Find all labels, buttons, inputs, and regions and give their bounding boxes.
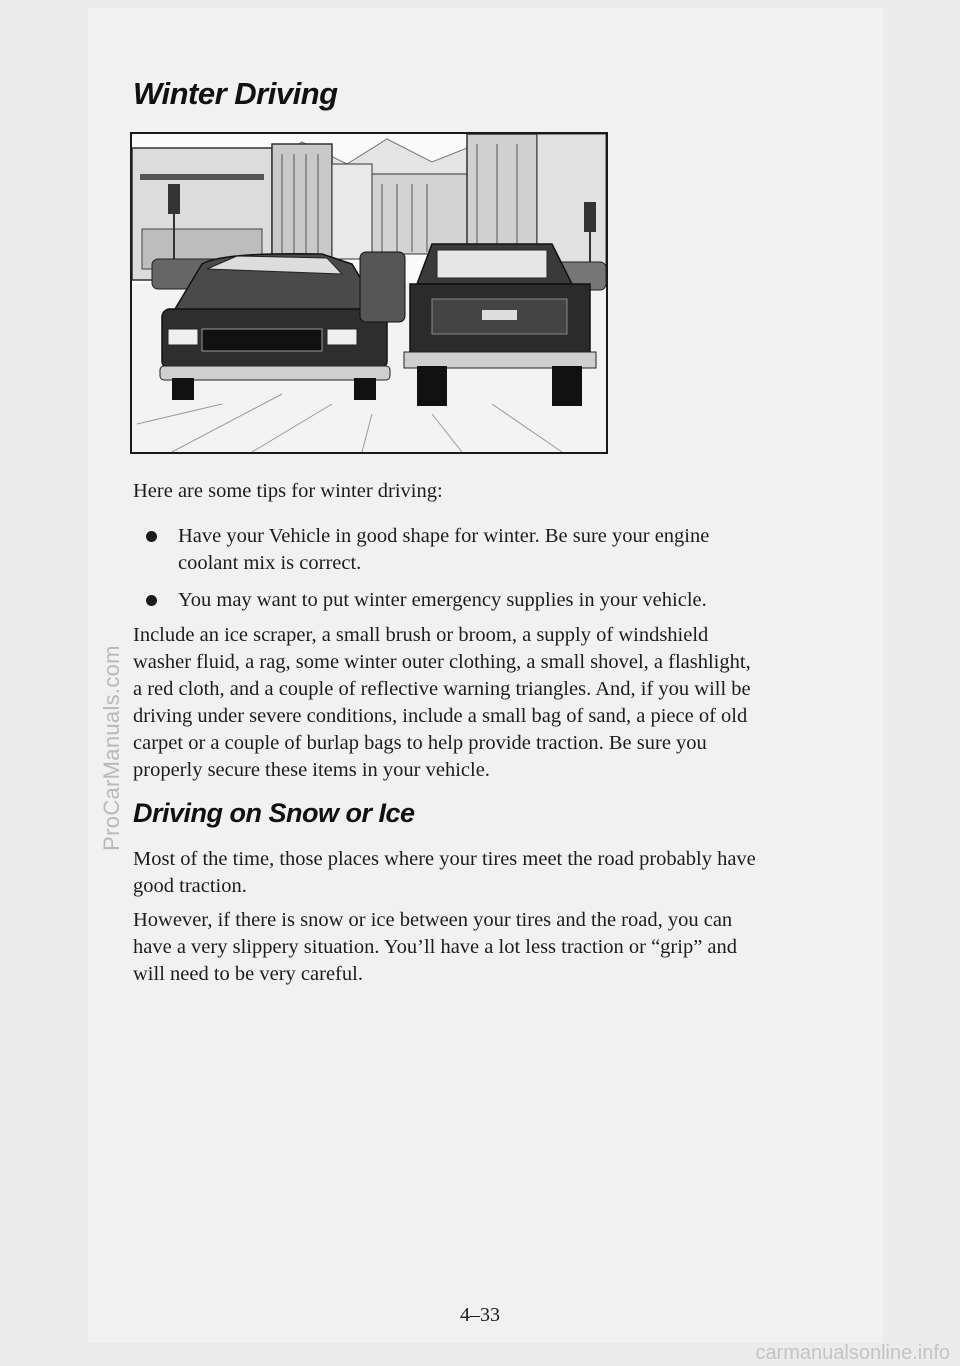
winter-street-scene-icon [132,134,606,452]
bullet-icon [146,531,157,542]
page-number: 4–33 [460,1304,500,1326]
paragraph-line: have a very slippery situation. You’ll have a lot less traction or “grip” and [133,936,738,958]
paragraph-line: a red cloth, and a couple of reflective warning triangles. And, if you will be [133,678,751,700]
paragraph-line: washer fluid, a rag, some winter outer clothing, a small shovel, a flashlight, [133,651,751,673]
bullet-icon [146,595,157,606]
paragraph-line: properly secure these items in your vehicle. [133,759,490,781]
bullet-item-vehicle-shape [178,523,838,577]
paragraph-line: carpet or a couple of burlap bags to help provide traction. Be sure you [133,732,707,754]
bullet-line: coolant mix is correct. [178,552,362,574]
paragraph-line: However, if there is snow or ice between your tires and the road, you can [133,909,733,931]
paragraph-line: good traction. [133,875,247,897]
paragraph-line: driving under severe conditions, include a small bag of sand, a piece of old [133,705,748,727]
section-title: Winter Driving [133,76,338,111]
footer-watermark: carmanualsonline.info [755,1342,950,1364]
side-watermark: ProCarManuals.com [99,645,124,851]
paragraph-line: Most of the time, those places where your tires meet the road probably have [133,848,756,870]
slippery-paragraph [133,907,838,988]
paragraph-line: Include an ice scraper, a small brush or broom, a supply of windshield [133,624,709,646]
paragraph-line: will need to be very careful. [133,963,363,985]
intro-text: Here are some tips for winter driving: [133,480,443,502]
bullet-line: You may want to put winter emergency supplies in your vehicle. [178,589,707,611]
supplies-paragraph [133,622,838,784]
bullet-item-emergency-supplies [178,587,838,614]
bullet-line: Have your Vehicle in good shape for winter. Be sure your engine [178,525,710,547]
subsection-title: Driving on Snow or Ice [133,798,415,828]
winter-street-scene-illustration [130,132,608,454]
traction-paragraph [133,846,838,900]
